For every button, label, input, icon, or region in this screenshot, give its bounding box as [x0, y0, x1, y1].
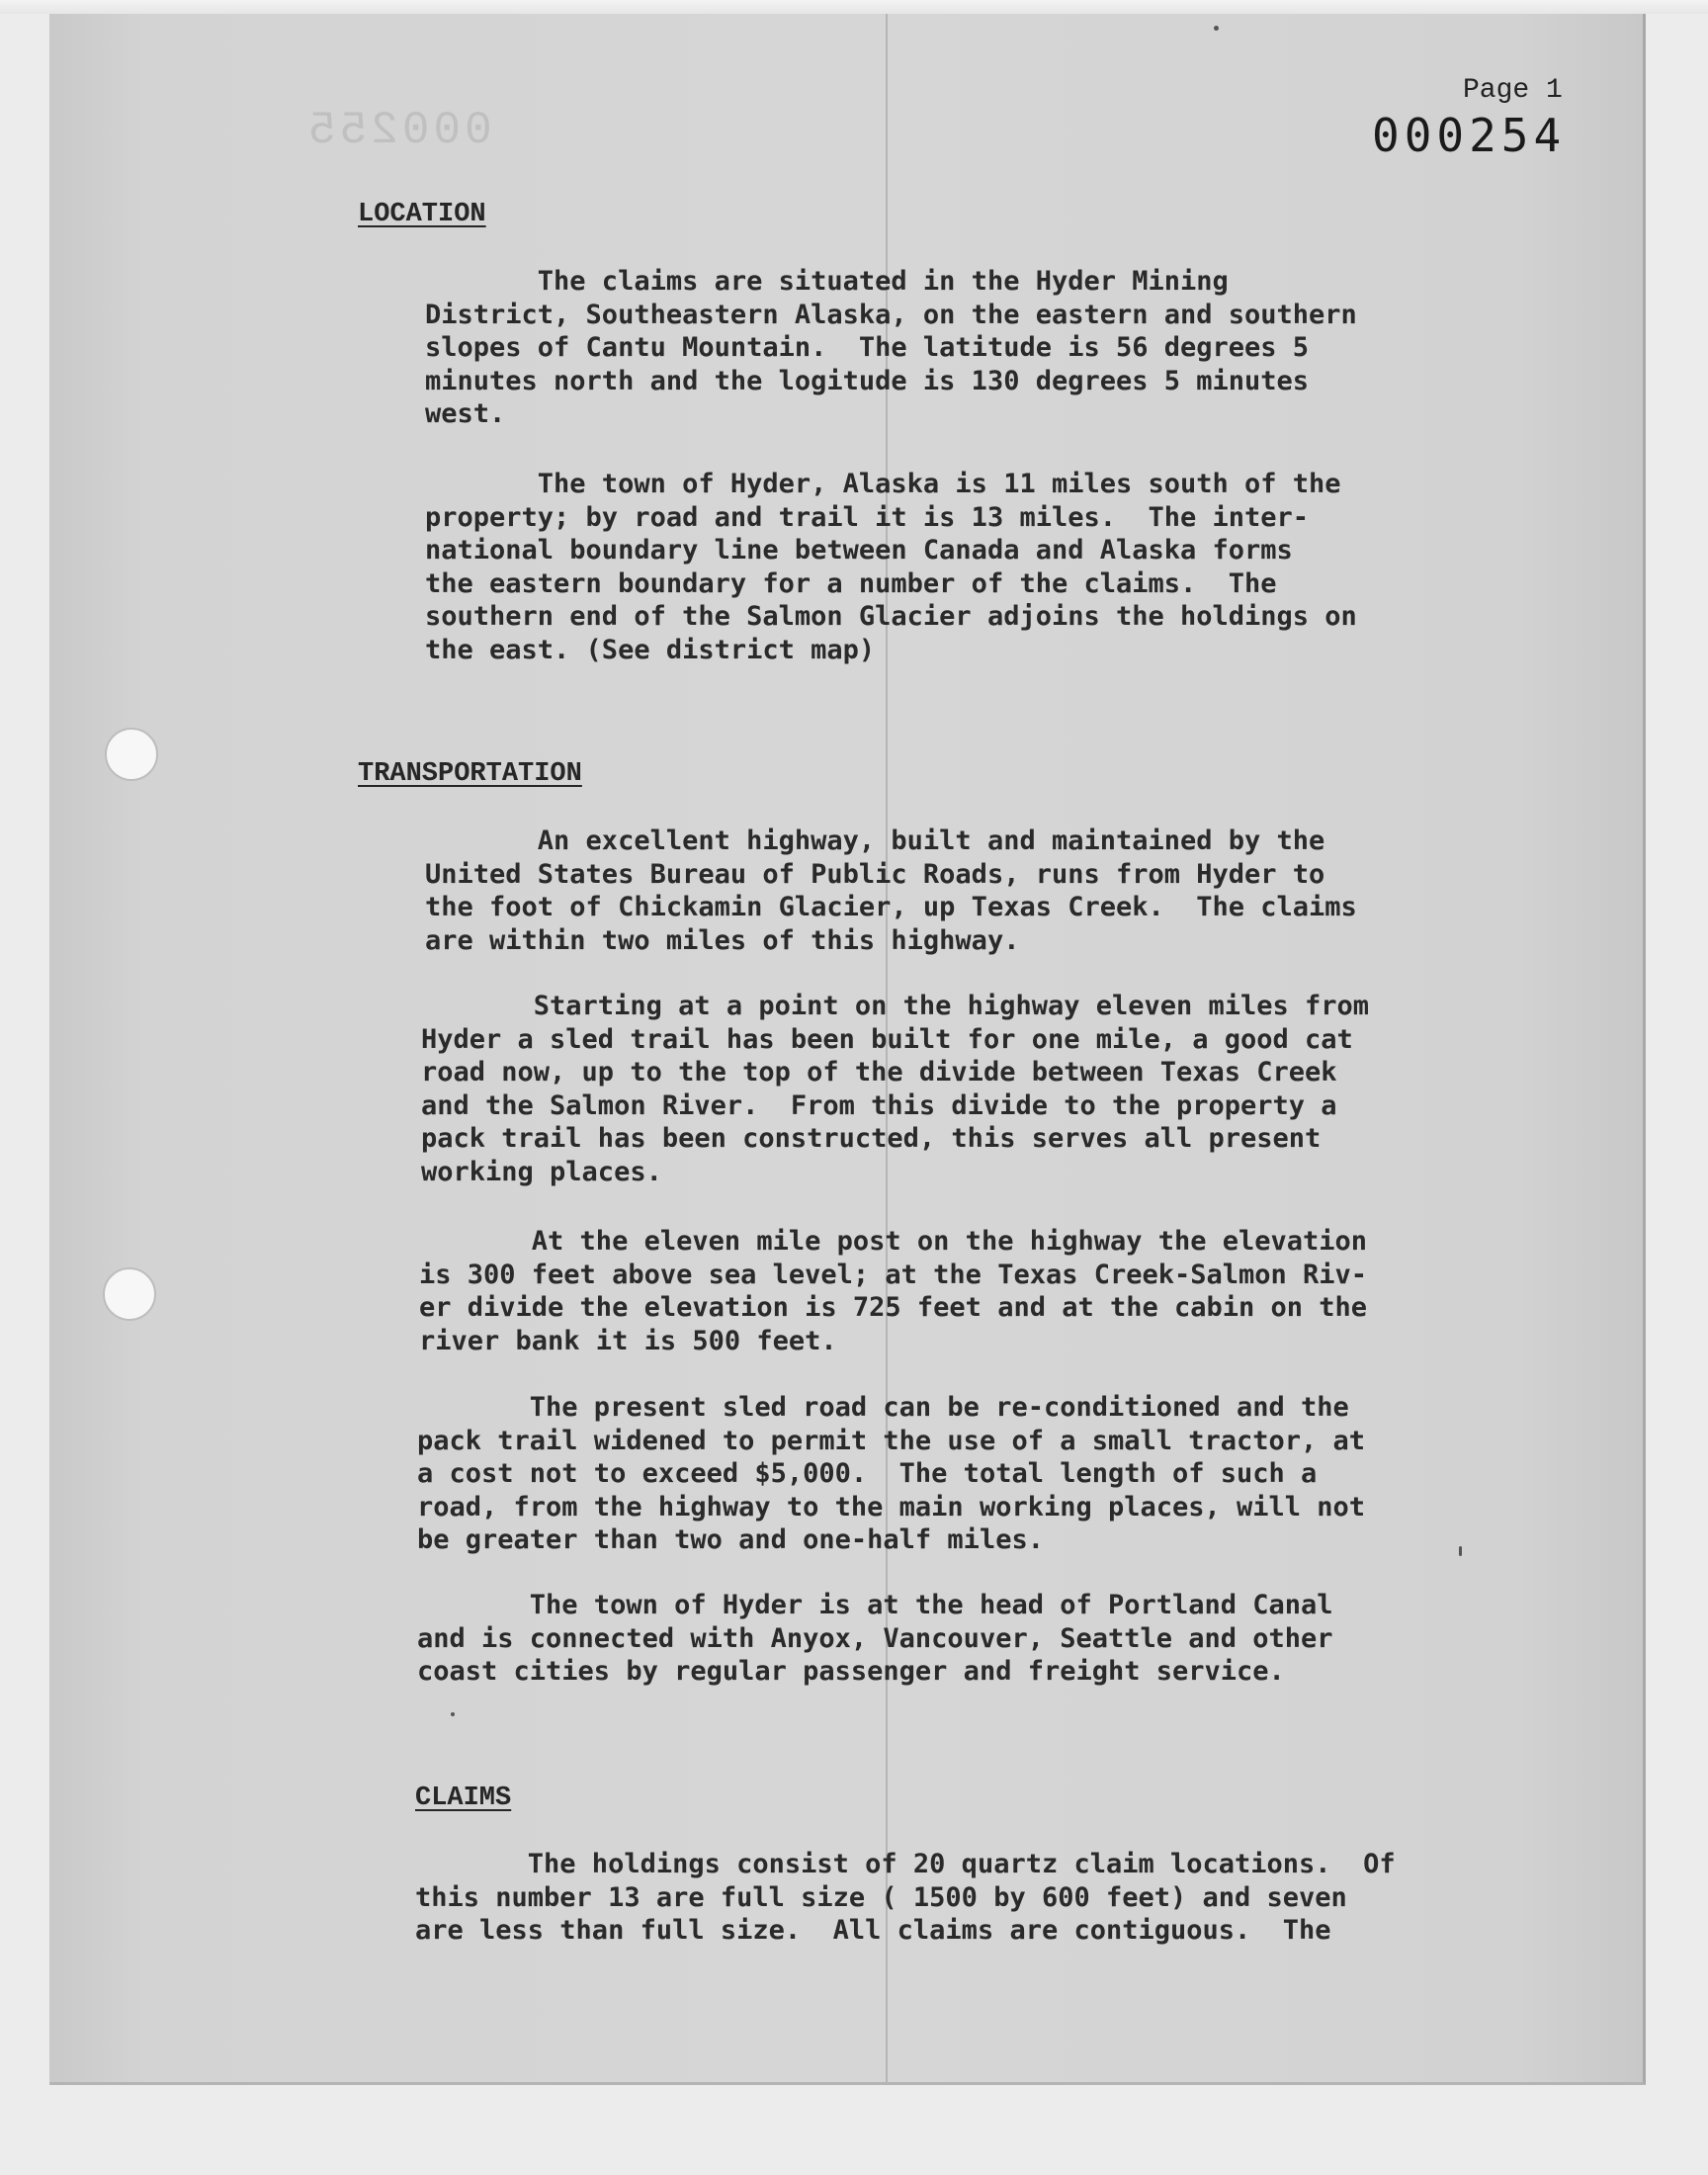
heading-claims: CLAIMS: [415, 1784, 512, 1813]
binder-hole-bottom: [103, 1267, 156, 1321]
transportation-paragraph-4: The present sled road can be re-conditioned and the pack trail widened to permit the use of a small tractor, at a cost not to exceed $5,000. The total length of such a road, from the highway to the main working places, will not be greater than two and one-half miles.: [417, 1392, 1366, 1555]
page-label: Page 1: [1463, 75, 1563, 106]
location-paragraph-1: The claims are situated in the Hyder Mining District, Southeastern Alaska, on the eastern and southern slopes of Cantu Mountain. The latitude is 56 degrees 5 minutes north and the logitude is 130 degrees 5 minutes west.: [425, 266, 1357, 429]
scan-speck: [1459, 1546, 1462, 1556]
transportation-paragraph-2: Starting at a point on the highway eleven miles from Hyder a sled trail has been built for one mile, a good cat road now, up to the top of the divide between Texas Creek and the Salmon River. From this divide to the property a pack trail has been constructed, this serves all present working places.: [421, 991, 1370, 1187]
ghost-document-number: 000255: [304, 105, 492, 156]
transportation-paragraph-5: The town of Hyder is at the head of Portland Canal and is connected with Anyox, Vancouver, Seattle and other coast cities by regular passenger and freight service.: [417, 1590, 1333, 1687]
heading-location: LOCATION: [358, 200, 486, 229]
scan-speck: [1214, 26, 1219, 31]
document-page: [49, 14, 1646, 2085]
document-number: 000254: [1372, 109, 1567, 162]
scan-top-edge: [0, 0, 1708, 14]
transportation-paragraph-3: At the eleven mile post on the highway the elevation is 300 feet above sea level; at the Texas Creek-Salmon Riv- er divide the elevation is 725 feet and at the cabin on the river bank it is 500 feet.: [419, 1226, 1368, 1356]
binder-hole-top: [105, 728, 158, 781]
transportation-paragraph-1: An excellent highway, built and maintained by the United States Bureau of Public Roads, runs from Hyder to the foot of Chickamin Glacier, up Texas Creek. The claims are within two miles of this highway.: [425, 826, 1357, 956]
claims-paragraph-1: The holdings consist of 20 quartz claim locations. Of this number 13 are full size ( 1500 by 600 feet) and seven are less than full size. All claims are contiguous. The: [415, 1849, 1396, 1946]
location-paragraph-2: The town of Hyder, Alaska is 11 miles south of the property; by road and trail it is 13 miles. The inter- national boundary line between Canada and Alaska forms the eastern boundary for a number of the claims. The southern end of the Salmon Glacier adjoins the holdings on the east. (See district map): [425, 469, 1357, 665]
scan-speck: [451, 1712, 455, 1716]
heading-transportation: TRANSPORTATION: [358, 759, 582, 789]
